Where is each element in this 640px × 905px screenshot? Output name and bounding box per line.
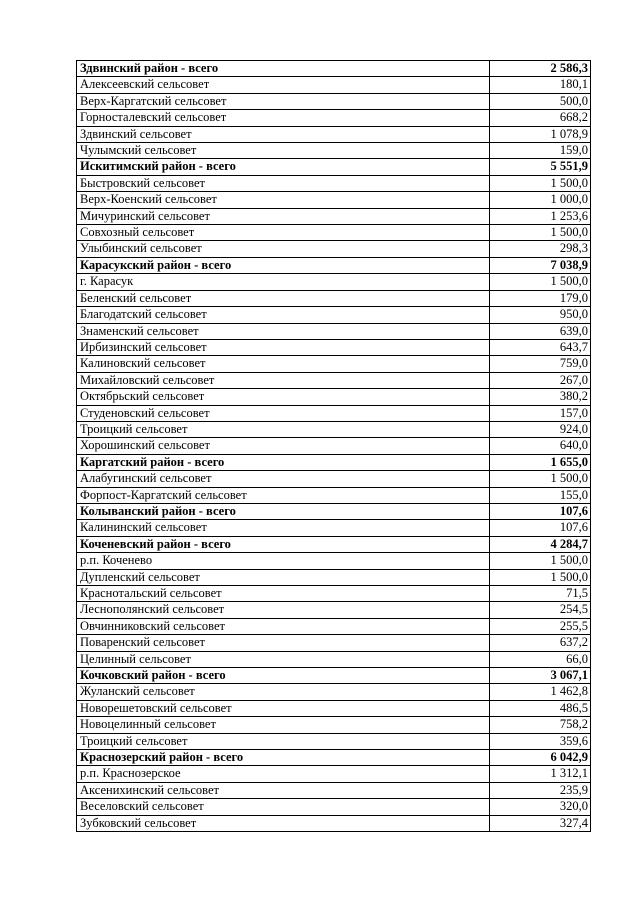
district-name-cell: Искитимский район - всего [77, 159, 490, 175]
settlement-name-cell: Алабугинский сельсовет [77, 471, 490, 487]
settlement-name-cell: Калининский сельсовет [77, 520, 490, 536]
district-total-amount-cell: 1 655,0 [490, 454, 591, 470]
district-name-cell: Краснозерский район - всего [77, 750, 490, 766]
settlement-amount-cell: 759,0 [490, 356, 591, 372]
settlement-row [77, 323, 591, 339]
district-total-row [77, 503, 591, 519]
settlement-row [77, 471, 591, 487]
settlement-amount-cell: 1 078,9 [490, 126, 591, 142]
budget-allocation-table [76, 60, 591, 832]
settlement-amount-cell: 327,4 [490, 815, 591, 831]
district-name-cell: Здвинский район - всего [77, 61, 490, 77]
settlement-amount-cell: 1 500,0 [490, 225, 591, 241]
settlement-amount-cell: 157,0 [490, 405, 591, 421]
settlement-row [77, 208, 591, 224]
district-total-amount-cell: 3 067,1 [490, 668, 591, 684]
settlement-row [77, 717, 591, 733]
settlement-amount-cell: 640,0 [490, 438, 591, 454]
settlement-name-cell: Верх-Каргатский сельсовет [77, 93, 490, 109]
settlement-row [77, 700, 591, 716]
settlement-row [77, 389, 591, 405]
settlement-name-cell: Октябрьский сельсовет [77, 389, 490, 405]
district-total-row [77, 454, 591, 470]
settlement-row [77, 339, 591, 355]
settlement-amount-cell: 1 500,0 [490, 175, 591, 191]
settlement-amount-cell: 1 000,0 [490, 192, 591, 208]
settlement-amount-cell: 1 253,6 [490, 208, 591, 224]
settlement-row [77, 733, 591, 749]
settlement-name-cell: Горносталевский сельсовет [77, 110, 490, 126]
district-name-cell: Коченевский район - всего [77, 536, 490, 552]
settlement-row [77, 274, 591, 290]
settlement-name-cell: Студеновский сельсовет [77, 405, 490, 421]
settlement-row [77, 520, 591, 536]
settlement-name-cell: Троицкий сельсовет [77, 421, 490, 437]
district-name-cell: Карасукский район - всего [77, 257, 490, 273]
settlement-row [77, 553, 591, 569]
settlement-name-cell: Быстровский сельсовет [77, 175, 490, 191]
settlement-name-cell: р.п. Коченево [77, 553, 490, 569]
settlement-row [77, 782, 591, 798]
district-total-amount-cell: 2 586,3 [490, 61, 591, 77]
settlement-name-cell: Овчинниковский сельсовет [77, 618, 490, 634]
settlement-row [77, 602, 591, 618]
settlement-name-cell: Ирбизинский сельсовет [77, 339, 490, 355]
settlement-row [77, 651, 591, 667]
settlement-amount-cell: 950,0 [490, 307, 591, 323]
district-total-amount-cell: 6 042,9 [490, 750, 591, 766]
settlement-name-cell: г. Карасук [77, 274, 490, 290]
settlement-name-cell: Михайловский сельсовет [77, 372, 490, 388]
settlement-row [77, 93, 591, 109]
settlement-amount-cell: 924,0 [490, 421, 591, 437]
settlement-name-cell: Новорешетовский сельсовет [77, 700, 490, 716]
settlement-amount-cell: 1 312,1 [490, 766, 591, 782]
district-total-row [77, 159, 591, 175]
settlement-name-cell: Дупленский сельсовет [77, 569, 490, 585]
district-name-cell: Кочковский район - всего [77, 668, 490, 684]
district-total-row [77, 257, 591, 273]
settlement-row [77, 815, 591, 831]
settlement-row [77, 618, 591, 634]
settlement-name-cell: Верх-Коенский сельсовет [77, 192, 490, 208]
district-total-row [77, 536, 591, 552]
settlement-amount-cell: 320,0 [490, 799, 591, 815]
settlement-name-cell: Жуланский сельсовет [77, 684, 490, 700]
settlement-amount-cell: 107,6 [490, 520, 591, 536]
settlement-name-cell: Веселовский сельсовет [77, 799, 490, 815]
settlement-name-cell: Мичуринский сельсовет [77, 208, 490, 224]
settlement-amount-cell: 359,6 [490, 733, 591, 749]
settlement-row [77, 372, 591, 388]
district-total-amount-cell: 5 551,9 [490, 159, 591, 175]
settlement-amount-cell: 180,1 [490, 77, 591, 93]
settlement-amount-cell: 758,2 [490, 717, 591, 733]
settlement-name-cell: Новоцелинный сельсовет [77, 717, 490, 733]
settlement-name-cell: Краснотальский сельсовет [77, 586, 490, 602]
settlement-row [77, 356, 591, 372]
settlement-row [77, 192, 591, 208]
settlement-row [77, 77, 591, 93]
settlement-row [77, 586, 591, 602]
settlement-amount-cell: 255,5 [490, 618, 591, 634]
settlement-row [77, 225, 591, 241]
settlement-row [77, 635, 591, 651]
settlement-row [77, 110, 591, 126]
settlement-name-cell: Зубковский сельсовет [77, 815, 490, 831]
settlement-name-cell: Чулымский сельсовет [77, 143, 490, 159]
settlement-name-cell: Поваренский сельсовет [77, 635, 490, 651]
district-total-row [77, 750, 591, 766]
settlement-name-cell: Знаменский сельсовет [77, 323, 490, 339]
settlement-name-cell: Совхозный сельсовет [77, 225, 490, 241]
settlement-name-cell: Целинный сельсовет [77, 651, 490, 667]
settlement-row [77, 307, 591, 323]
settlement-name-cell: Здвинский сельсовет [77, 126, 490, 142]
settlement-amount-cell: 380,2 [490, 389, 591, 405]
table-body [77, 61, 591, 832]
district-name-cell: Колыванский район - всего [77, 503, 490, 519]
settlement-row [77, 143, 591, 159]
settlement-row [77, 290, 591, 306]
settlement-amount-cell: 71,5 [490, 586, 591, 602]
district-total-amount-cell: 7 038,9 [490, 257, 591, 273]
settlement-amount-cell: 1 500,0 [490, 569, 591, 585]
settlement-amount-cell: 267,0 [490, 372, 591, 388]
settlement-row [77, 569, 591, 585]
settlement-row [77, 241, 591, 257]
settlement-row [77, 487, 591, 503]
settlement-name-cell: Троицкий сельсовет [77, 733, 490, 749]
settlement-amount-cell: 1 462,8 [490, 684, 591, 700]
settlement-amount-cell: 298,3 [490, 241, 591, 257]
settlement-amount-cell: 639,0 [490, 323, 591, 339]
settlement-name-cell: р.п. Краснозерское [77, 766, 490, 782]
settlement-row [77, 684, 591, 700]
settlement-amount-cell: 155,0 [490, 487, 591, 503]
settlement-amount-cell: 500,0 [490, 93, 591, 109]
settlement-amount-cell: 254,5 [490, 602, 591, 618]
settlement-amount-cell: 1 500,0 [490, 471, 591, 487]
settlement-name-cell: Алексеевский сельсовет [77, 77, 490, 93]
settlement-row [77, 799, 591, 815]
district-total-amount-cell: 107,6 [490, 503, 591, 519]
settlement-amount-cell: 643,7 [490, 339, 591, 355]
settlement-name-cell: Улыбинский сельсовет [77, 241, 490, 257]
settlement-row [77, 405, 591, 421]
settlement-amount-cell: 159,0 [490, 143, 591, 159]
settlement-name-cell: Калиновский сельсовет [77, 356, 490, 372]
settlement-amount-cell: 179,0 [490, 290, 591, 306]
settlement-row [77, 766, 591, 782]
settlement-amount-cell: 486,5 [490, 700, 591, 716]
settlement-name-cell: Хорошинский сельсовет [77, 438, 490, 454]
district-total-amount-cell: 4 284,7 [490, 536, 591, 552]
district-total-row [77, 668, 591, 684]
settlement-row [77, 421, 591, 437]
settlement-amount-cell: 1 500,0 [490, 274, 591, 290]
settlement-amount-cell: 66,0 [490, 651, 591, 667]
settlement-name-cell: Беленский сельсовет [77, 290, 490, 306]
settlement-row [77, 438, 591, 454]
settlement-amount-cell: 668,2 [490, 110, 591, 126]
settlement-name-cell: Форпост-Каргатский сельсовет [77, 487, 490, 503]
district-name-cell: Каргатский район - всего [77, 454, 490, 470]
settlement-name-cell: Благодатский сельсовет [77, 307, 490, 323]
settlement-name-cell: Аксенихинский сельсовет [77, 782, 490, 798]
settlement-amount-cell: 235,9 [490, 782, 591, 798]
settlement-amount-cell: 1 500,0 [490, 553, 591, 569]
settlement-row [77, 126, 591, 142]
settlement-row [77, 175, 591, 191]
settlement-amount-cell: 637,2 [490, 635, 591, 651]
settlement-name-cell: Леснополянский сельсовет [77, 602, 490, 618]
district-total-row [77, 61, 591, 77]
